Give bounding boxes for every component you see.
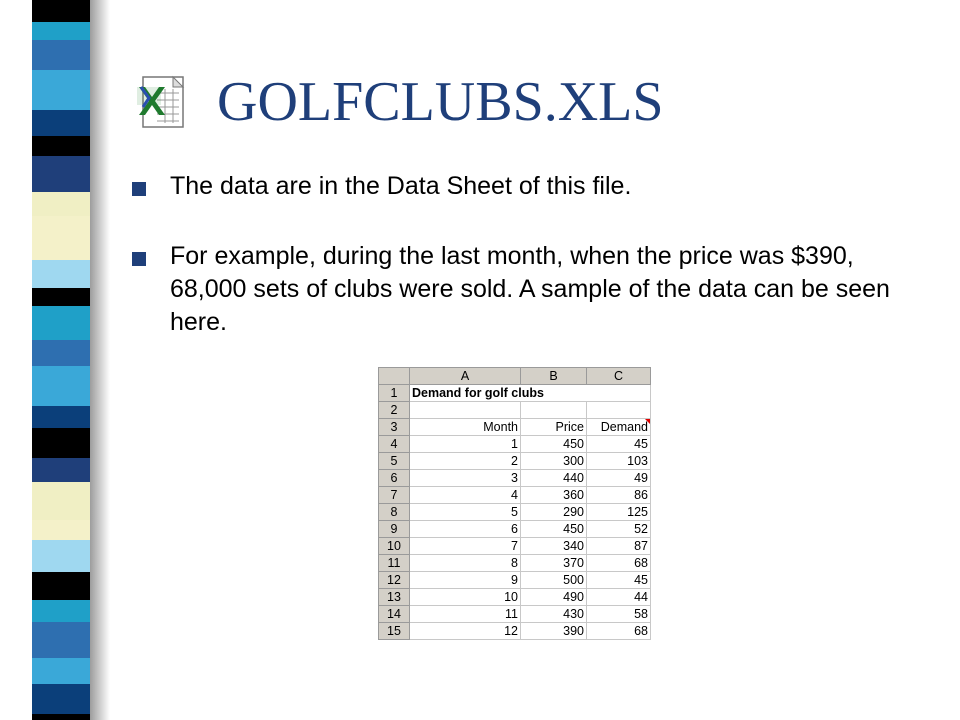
table-cell: 370	[521, 555, 587, 572]
stripe-block	[32, 458, 90, 482]
table-cell	[521, 402, 587, 419]
stripe-block	[32, 366, 90, 406]
row-number: 10	[379, 538, 410, 555]
table-cell: 1	[410, 436, 521, 453]
stripe-block	[32, 216, 90, 260]
table-row	[379, 538, 651, 555]
bullet-square-icon	[132, 182, 146, 196]
table-cell: 7	[410, 538, 521, 555]
row-number: 3	[379, 419, 410, 436]
table-row	[379, 436, 651, 453]
stripe-block	[32, 428, 90, 458]
table-cell: 2	[410, 453, 521, 470]
bullet-text: The data are in the Data Sheet of this file.	[170, 172, 632, 200]
table-cell: 4	[410, 487, 521, 504]
stripe-block	[32, 340, 90, 366]
table-cell: 45	[587, 436, 651, 453]
stripe-block	[32, 572, 90, 600]
table-cell: 290	[521, 504, 587, 521]
column-header: A	[410, 368, 521, 385]
stripe-block	[32, 40, 90, 70]
stripe-block	[32, 684, 90, 714]
table-row	[379, 419, 651, 436]
stripe-block	[32, 520, 90, 540]
table-cell: 300	[521, 453, 587, 470]
table-cell: 500	[521, 572, 587, 589]
table-row	[379, 504, 651, 521]
excel-file-icon	[135, 73, 193, 131]
table-cell: 49	[587, 470, 651, 487]
table-cell: 44	[587, 589, 651, 606]
row-number: 1	[379, 385, 410, 402]
row-number: 7	[379, 487, 410, 504]
table-cell: 58	[587, 606, 651, 623]
table-row	[379, 521, 651, 538]
bullet-square-icon	[132, 252, 146, 266]
table-row	[379, 606, 651, 623]
stripe-block	[32, 0, 90, 22]
row-number: 6	[379, 470, 410, 487]
table-cell: 9	[410, 572, 521, 589]
row-number: 2	[379, 402, 410, 419]
stripe-block	[32, 70, 90, 110]
row-number: 12	[379, 572, 410, 589]
table-cell: 11	[410, 606, 521, 623]
table-row	[379, 453, 651, 470]
row-number: 4	[379, 436, 410, 453]
table-row	[379, 572, 651, 589]
title-row	[135, 60, 664, 144]
table-cell: 390	[521, 623, 587, 640]
stripe-block	[32, 482, 90, 520]
spreadsheet-sample	[378, 367, 651, 640]
table-cell: 52	[587, 521, 651, 538]
table-cell	[410, 402, 521, 419]
stripe-block	[32, 156, 90, 192]
row-number: 13	[379, 589, 410, 606]
decorative-stripe	[0, 0, 110, 720]
stripe-block	[32, 136, 90, 156]
stripe-block	[32, 406, 90, 428]
table-row	[379, 623, 651, 640]
stripe-block	[32, 540, 90, 572]
sheet-heading-cell: Demand for golf clubs	[410, 385, 651, 402]
corner-cell	[379, 368, 410, 385]
stripe-block	[32, 600, 90, 622]
table-cell: 68	[587, 555, 651, 572]
table-cell: 12	[410, 623, 521, 640]
table-row	[379, 402, 651, 419]
table-row	[379, 589, 651, 606]
stripe-block	[32, 714, 90, 720]
page-title: GOLFCLUBS.XLS	[217, 71, 664, 133]
table-cell: 125	[587, 504, 651, 521]
table-cell: 450	[521, 436, 587, 453]
bullet-item	[132, 240, 902, 339]
table-cell: 45	[587, 572, 651, 589]
table-cell: Month	[410, 419, 521, 436]
table-cell: 6	[410, 521, 521, 538]
table-row	[379, 470, 651, 487]
table-row	[379, 487, 651, 504]
table-cell: 5	[410, 504, 521, 521]
table-cell: 340	[521, 538, 587, 555]
table-row	[379, 385, 651, 402]
row-number: 5	[379, 453, 410, 470]
stripe-block	[32, 306, 90, 340]
table-cell: 3	[410, 470, 521, 487]
column-header: B	[521, 368, 587, 385]
table-cell: 440	[521, 470, 587, 487]
table-cell: 68	[587, 623, 651, 640]
stripe-block	[32, 288, 90, 306]
stripe-block	[32, 622, 90, 658]
row-number: 15	[379, 623, 410, 640]
row-number: 8	[379, 504, 410, 521]
column-header-row	[379, 368, 651, 385]
table-cell	[587, 402, 651, 419]
bullet-item	[132, 170, 922, 203]
row-number: 11	[379, 555, 410, 572]
row-number: 9	[379, 521, 410, 538]
bullet-text: For example, during the last month, when the price was $390, 68,000 sets of clubs were sold. A sample of the data can be seen here.	[170, 242, 890, 336]
stripe-block	[32, 260, 90, 288]
stripe-block	[32, 22, 90, 40]
row-number: 14	[379, 606, 410, 623]
table-cell: 103	[587, 453, 651, 470]
table-cell: 360	[521, 487, 587, 504]
table-cell: 10	[410, 589, 521, 606]
table-cell: 430	[521, 606, 587, 623]
table-cell: 87	[587, 538, 651, 555]
table-row	[379, 555, 651, 572]
table-cell: Demand	[587, 419, 651, 436]
table-cell: 490	[521, 589, 587, 606]
stripe-block	[32, 658, 90, 684]
column-header: C	[587, 368, 651, 385]
table-cell: 450	[521, 521, 587, 538]
stripe-block	[32, 110, 90, 136]
table-cell: Price	[521, 419, 587, 436]
table-cell: 86	[587, 487, 651, 504]
table-cell: 8	[410, 555, 521, 572]
stripe-block	[32, 192, 90, 216]
